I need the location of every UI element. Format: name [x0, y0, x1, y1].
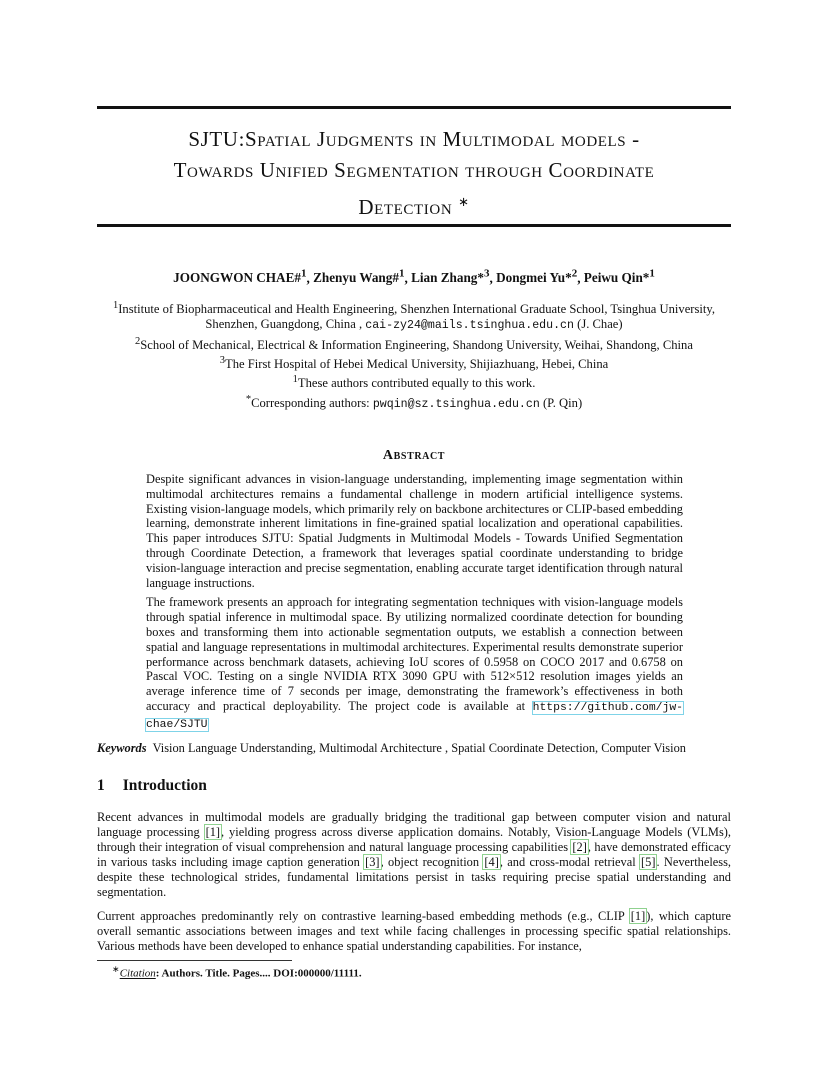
citation-6[interactable]: [1] [630, 908, 646, 923]
author-1: JOONGWON CHAE#$^1$ [173, 268, 307, 286]
abstract-body [146, 472, 683, 738]
citation-2[interactable]: [2] [572, 840, 587, 855]
title-line-3-text: Detection [358, 195, 453, 219]
keywords-line [97, 741, 737, 756]
affiliation-3: $^3$The First Hospital of Hebei Medical University, Shijiazhuang, Hebei, China [219, 354, 609, 372]
citation-5[interactable]: [5] [641, 855, 656, 870]
title-line-1: SJTU:Spatial Judgments in Multimodal models - [188, 127, 640, 151]
abstract-heading: Abstract [382, 448, 446, 463]
affiliation-1-line-2: Shenzhen, Guangdong, China , cai-zy24@mails.tsinghua.edu.cn (J. Chae) [205, 317, 623, 333]
title-footnote-mark: ∗ [458, 194, 470, 209]
affiliation-2: $^2$School of Mechanical, Electrical & Information Engineering, Shandong University, Weihai, Shandong, China [135, 335, 693, 352]
author-email-chae: cai-zy24@mails.tsinghua.edu.cn [365, 319, 574, 333]
abstract-paragraph-2: The framework presents an approach for integrating segmentation techniques with vision-language models through spatial inference in multimodal space. By utilizing normalized coordinate detection for bounding boxes and transforming them into actionable segmentation outputs, we establish a connection between spatial and language representations in multimodal architectures. Experimental results demonstrate superior performance across benchmark datasets, achieving IoU scores of 0.5958 on COCO 2017 and 0.6758 on Pascal VOC. Testing on a single NVIDIA RTX 3090 GPU with 512×512 resolution images yields an average inference time of 7 seconds per image, demonstrating the framework’s effectiveness in both accuracy and practical deployability. The project code is available at https://github.com/jw-chae/SJTU [146, 595, 683, 731]
footnote-mark: ∗ [112, 964, 120, 974]
footnote-citation-label: Citation [119, 967, 156, 980]
author-5: Peiwu Qin*$^1$ [583, 268, 655, 286]
author-2: Zhenyu Wang#$^1$ [313, 268, 405, 286]
citation-1[interactable]: [1] [205, 825, 221, 840]
author-list: JOONGWON CHAE#$^1$, Zhenyu Wang#$^1$, Lian Zhang*$^3$, Dongmei Yu*$^2$, Peiwu Qin*$^1$ [173, 268, 655, 286]
citation-4[interactable]: [4] [484, 855, 499, 870]
keywords-label: Keywords [97, 741, 147, 755]
affiliations [80, 298, 748, 412]
title-top-rule [97, 106, 731, 109]
abstract-paragraph-1: Despite significant advances in vision-language understanding, implementing image segmentation within multimodal architectures remains a fundamental challenge in modern artificial intelligence systems. Existing vision-language models, which primarily rely on backbone architectures or CLIP-based embedding learning, demonstrate inherent limitations in fine-grained spatial localization and operational capabilities. This paper introduces SJTU: Spatial Judgments in Multimodal Models - Towards Unified Segmentation through Coordinate Detection, a framework that leverages spatial coordinate understanding to bridge vision-language interaction and precise segmentation, enabling accurate target identification through natural language instructions. [146, 472, 683, 590]
footnote [112, 964, 362, 980]
author-3: Lian Zhang*$^3$ [411, 268, 490, 286]
section-number: 1 [97, 777, 105, 794]
keywords-text: Vision Language Understanding, Multimodal Architecture , Spatial Coordinate Detection, Computer Vision [152, 741, 686, 755]
citation-3[interactable]: [3] [365, 855, 380, 870]
project-code-link[interactable]: https://github.com/jw-chae/SJTU [146, 701, 683, 731]
author-4: Dongmei Yu*$^2$ [496, 268, 578, 286]
introduction-body [97, 810, 731, 962]
author-email-qin: pwqin@sz.tsinghua.edu.cn [372, 397, 540, 411]
corresponding-author-note: *Corresponding authors: pwqin@sz.tsinghua.edu.cn (P. Qin) [245, 393, 583, 411]
footnote-rule [97, 960, 292, 961]
title-bottom-rule [97, 224, 731, 227]
intro-paragraph-1: Recent advances in multimodal models are gradually bridging the traditional gap between computer vision and natural language processing [1], yielding progress across diverse application domains. Notably, Vision-Language Models (VLMs), through their integration of visual comprehension and natural language processing capabilities [2], have demonstrated efficacy in various tasks including image caption generation [3], object recognition [4], and cross-modal retrieval [5]. Nevertheless, despite these technological strides, fundamental limitations persist in tasks requiring precise spatial understanding and segmentation. [97, 810, 732, 900]
section-heading-introduction [97, 777, 207, 795]
equal-contribution-note: $^1$These authors contributed equally to this work. [292, 374, 536, 391]
footnote-text: : Authors. Title. Pages.... DOI:000000/11111. [155, 967, 362, 980]
paper-title [97, 124, 731, 223]
affiliation-1-line-1: $^1$Institute of Biopharmaceutical and Health Engineering, Shenzhen International Graduate School, Tsinghua University, [112, 300, 716, 317]
section-title: Introduction [122, 777, 207, 794]
title-line-3 [97, 186, 731, 223]
title-line-2: Towards Unified Segmentation through Coordinate [173, 158, 655, 182]
intro-paragraph-2: Current approaches predominantly rely on contrastive learning-based embedding methods (e.g., CLIP [1]), which capture overall semantic associations between images and text while facing challenges in processing specific spatial relationships. Various methods have been developed to enhance spatial understanding capabilities. For instance, [97, 908, 731, 953]
